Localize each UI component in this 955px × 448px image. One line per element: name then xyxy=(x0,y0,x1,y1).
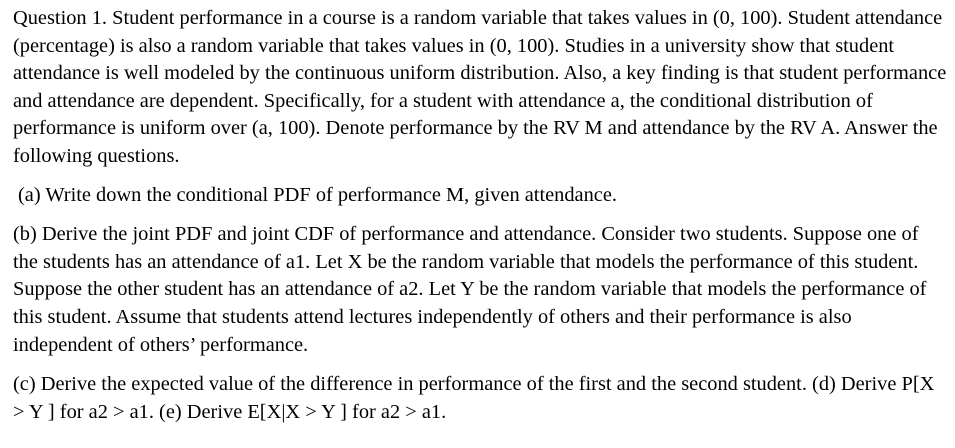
question-document xyxy=(13,5,948,426)
part-b: (b) Derive the joint PDF and joint CDF of performance and attendance. Consider two students. Suppose one of the students has an attendance of a1. Let X be the random variable that models the performance of this student. Suppose the other student has an attendance of a2. Let Y be the random variable that models the performance of this student. Assume that students attend lectures independently of others and their performance is also independent of others’ performance. xyxy=(13,223,927,356)
question-intro: Question 1. Student performance in a course is a random variable that takes values in (0, 100). Student attendance (percentage) is also a random variable that takes values in (0, 100). Studies in a university show that student attendance is well modeled by the continuous uniform distribution. Also, a key finding is that student performance and attendance are dependent. Specifically, for a student with attendance a, the conditional distribution of performance is uniform over (a, 100). Denote performance by the RV M and attendance by the RV A. Answer the following questions. xyxy=(13,7,947,167)
part-c-d-e: (c) Derive the expected value of the difference in performance of the first and the second student. (d) Derive P[X > Y ] for a2 > a1. (e) Derive E[X|X > Y ] for a2 > a1. xyxy=(13,373,935,423)
part-a: (a) Write down the conditional PDF of performance M, given attendance. xyxy=(18,183,618,206)
